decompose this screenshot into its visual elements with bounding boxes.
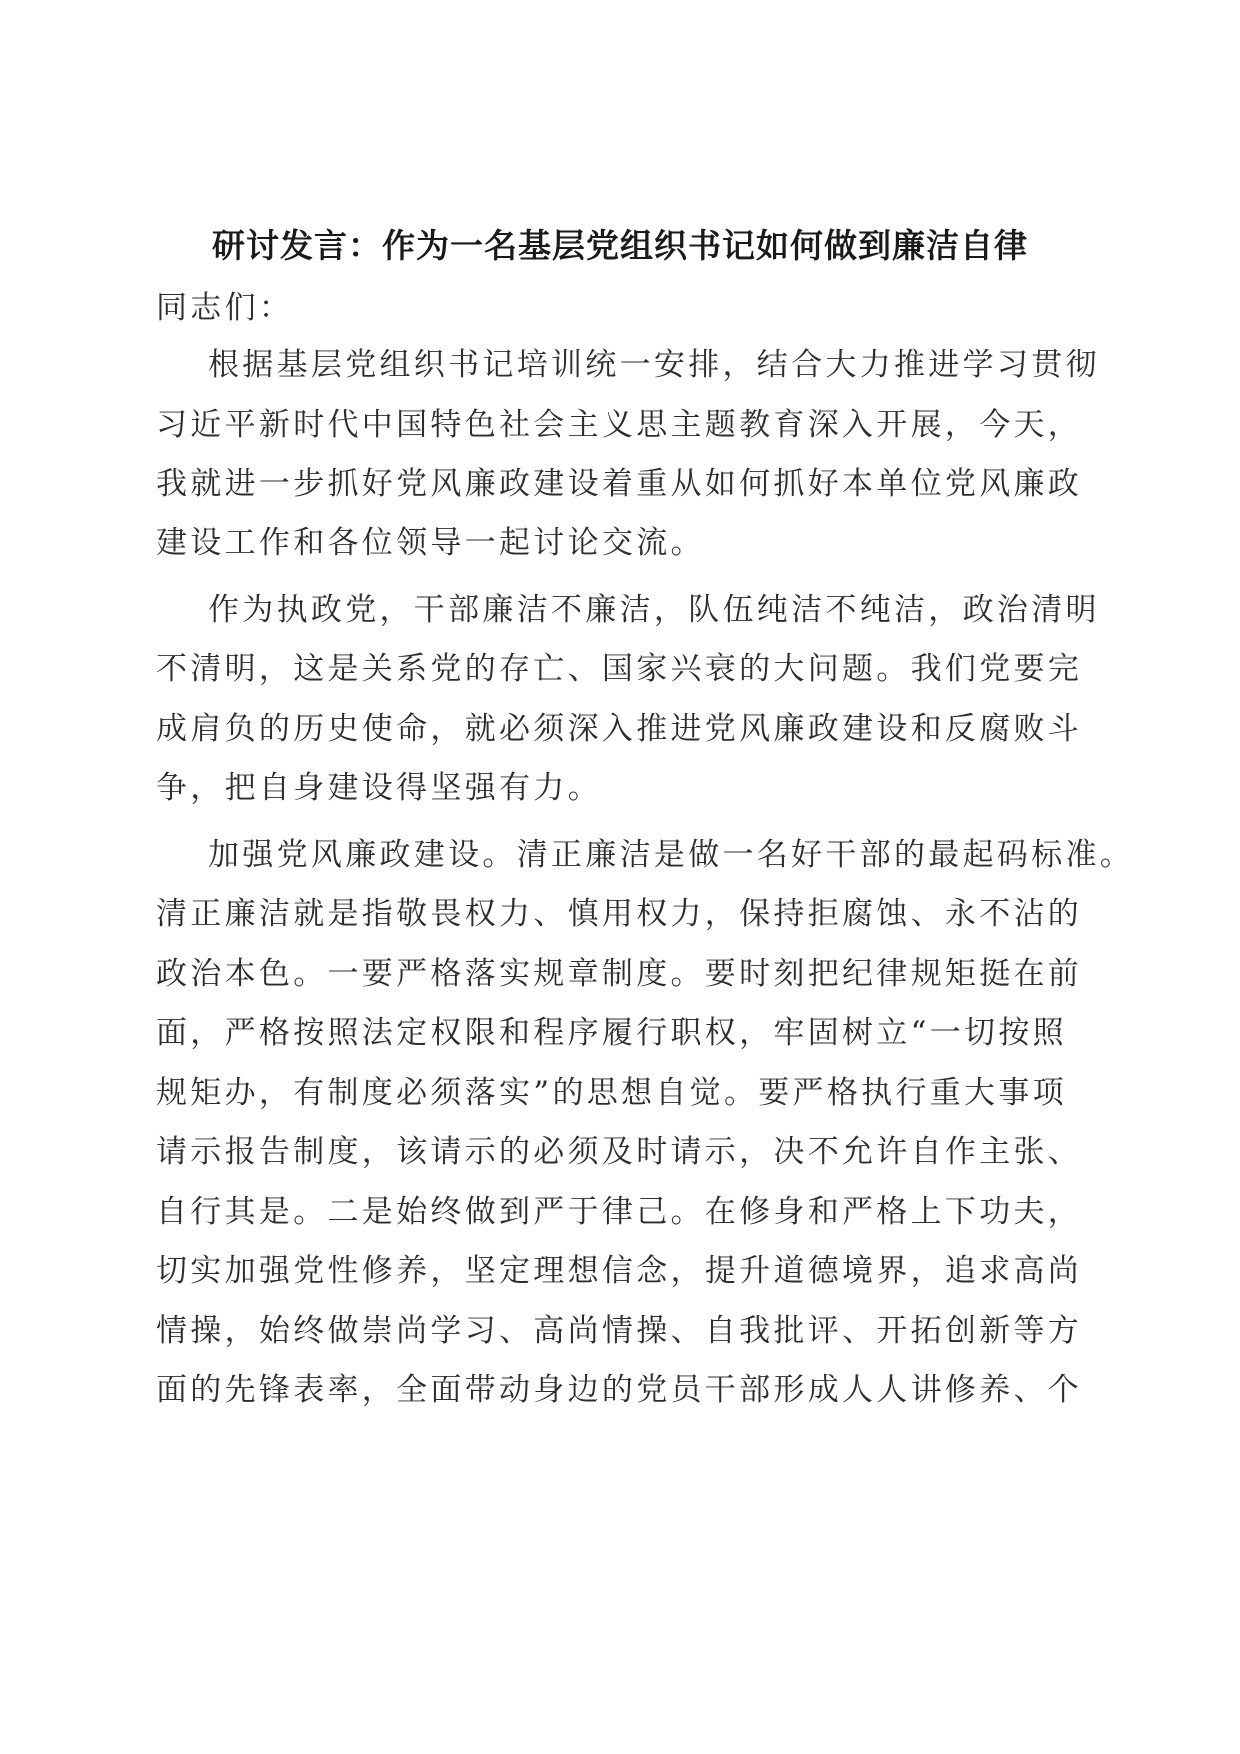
paragraph-3-line-9: 情操，始终做崇尚学习、高尚情操、自我批评、开拓创新等方 xyxy=(156,1313,1083,1349)
paragraph-3-line-1: 加强党风廉政建设。清正廉洁是做一名好干部的最起码标准。 xyxy=(208,837,1135,873)
paragraph-1-line-4: 建设工作和各位领导一起讨论交流。 xyxy=(156,525,705,561)
paragraph-3-line-6: 请示报告制度，该请示的必须及时请示，决不允许自作主张、 xyxy=(156,1134,1083,1170)
paragraph-3-line-3: 政治本色。一要严格落实规章制度。要时刻把纪律规矩挺在前 xyxy=(156,956,1083,992)
paragraph-1-line-2: 习近平新时代中国特色社会主义思主题教育深入开展，今天， xyxy=(156,407,1083,443)
paragraph-3-line-8: 切实加强党性修养，坚定理想信念，提升道德境界，追求高尚 xyxy=(156,1253,1083,1289)
salutation: 同志们： xyxy=(156,290,294,326)
paragraph-3-line-4: 面，严格按照法定权限和程序履行职权，牢固树立“一切按照 xyxy=(156,1015,1067,1051)
paragraph-3-line-7: 自行其是。二是始终做到严于律己。在修身和严格上下功夫， xyxy=(156,1194,1083,1230)
document-title: 研讨发言：作为一名基层党组织书记如何做到廉洁自律 xyxy=(212,226,1028,265)
paragraph-2-line-3: 成肩负的历史使命，就必须深入推进党风廉政建设和反腐败斗 xyxy=(156,711,1083,747)
paragraph-3-line-10: 面的先锋表率，全面带动身边的党员干部形成人人讲修养、个 xyxy=(156,1372,1083,1408)
paragraph-2-line-2: 不清明，这是关系党的存亡、国家兴衰的大问题。我们党要完 xyxy=(156,651,1083,687)
paragraph-3-line-2: 清正廉洁就是指敬畏权力、慎用权力，保持拒腐蚀、永不沾的 xyxy=(156,896,1083,932)
paragraph-3-line-5: 规矩办，有制度必须落实”的思想自觉。要严格执行重大事项 xyxy=(156,1075,1067,1111)
paragraph-1-line-1: 根据基层党组织书记培训统一安排，结合大力推进学习贯彻 xyxy=(208,347,1100,383)
paragraph-2-line-4: 争，把自身建设得坚强有力。 xyxy=(156,770,602,806)
paragraph-2-line-1: 作为执政党，干部廉洁不廉洁，队伍纯洁不纯洁，政治清明 xyxy=(208,592,1100,628)
paragraph-1-line-3: 我就进一步抓好党风廉政建设着重从如何抓好本单位党风廉政 xyxy=(156,466,1083,502)
